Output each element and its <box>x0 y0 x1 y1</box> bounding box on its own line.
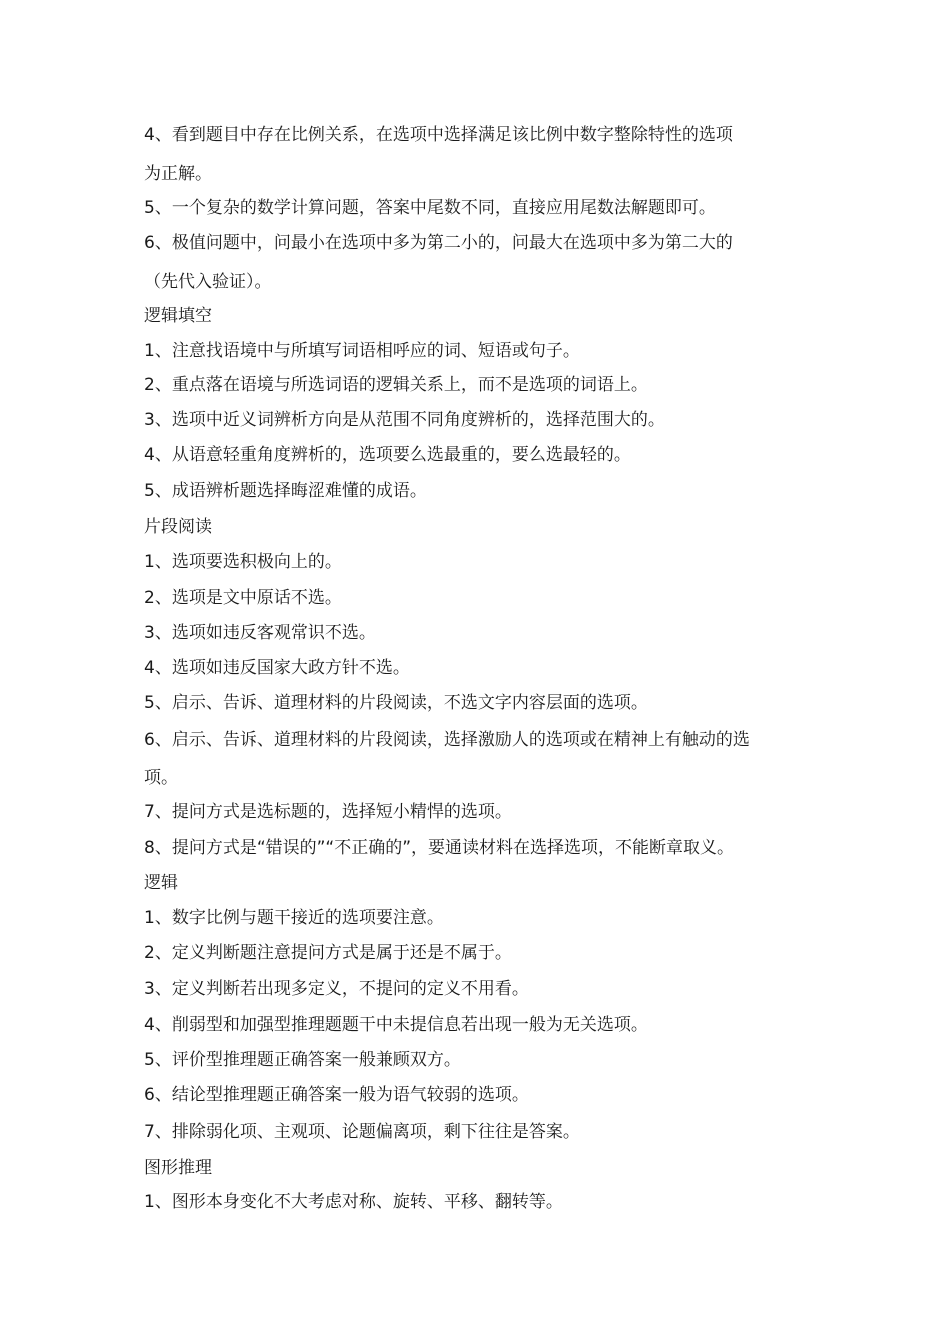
text-line: 6、极值问题中，问最小在选项中多为第二小的，问最大在选项中多为第二大的 <box>144 233 733 253</box>
text-line: 8、提问方式是“错误的”“不正确的”，要通读材料在选择选项，不能断章取义。 <box>144 838 735 858</box>
text-line: 5、成语辨析题选择晦涩难懂的成语。 <box>144 481 427 501</box>
text-line: （先代入验证）。 <box>144 272 272 292</box>
text-line: 3、选项如违反客观常识不选。 <box>144 623 376 643</box>
text-line: 4、从语意轻重角度辨析的，选项要么选最重的，要么选最轻的。 <box>144 445 631 465</box>
text-line: 5、一个复杂的数学计算问题，答案中尾数不同，直接应用尾数法解题即可。 <box>144 198 716 218</box>
section-heading: 片段阅读 <box>144 517 212 537</box>
text-line: 4、削弱型和加强型推理题题干中未提信息若出现一般为无关选项。 <box>144 1015 648 1035</box>
text-line: 4、看到题目中存在比例关系，在选项中选择满足该比例中数字整除特性的选项 <box>144 125 733 145</box>
text-line: 2、重点落在语境与所选词语的逻辑关系上，而不是选项的词语上。 <box>144 375 648 395</box>
text-line: 2、选项是文中原话不选。 <box>144 588 342 608</box>
text-line: 为正解。 <box>144 164 212 184</box>
section-heading: 逻辑填空 <box>144 306 212 326</box>
text-line: 3、定义判断若出现多定义，不提问的定义不用看。 <box>144 979 529 999</box>
text-line: 3、选项中近义词辨析方向是从范围不同角度辨析的，选择范围大的。 <box>144 410 665 430</box>
text-line: 5、启示、告诉、道理材料的片段阅读，不选文字内容层面的选项。 <box>144 693 648 713</box>
text-line: 7、排除弱化项、主观项、论题偏离项，剩下往往是答案。 <box>144 1122 580 1142</box>
text-line: 1、图形本身变化不大考虑对称、旋转、平移、翻转等。 <box>144 1192 563 1212</box>
section-heading: 图形推理 <box>144 1158 212 1178</box>
section-heading: 逻辑 <box>144 873 178 893</box>
text-line: 7、提问方式是选标题的，选择短小精悍的选项。 <box>144 802 512 822</box>
text-line: 1、选项要选积极向上的。 <box>144 552 342 572</box>
text-line: 4、选项如违反国家大政方针不选。 <box>144 658 410 678</box>
text-line: 6、结论型推理题正确答案一般为语气较弱的选项。 <box>144 1085 529 1105</box>
text-line: 1、注意找语境中与所填写词语相呼应的词、短语或句子。 <box>144 341 580 361</box>
text-line: 项。 <box>144 768 178 788</box>
text-line: 5、评价型推理题正确答案一般兼顾双方。 <box>144 1050 461 1070</box>
text-line: 1、数字比例与题干接近的选项要注意。 <box>144 908 444 928</box>
text-line: 2、定义判断题注意提问方式是属于还是不属于。 <box>144 943 512 963</box>
text-line: 6、启示、告诉、道理材料的片段阅读，选择激励人的选项或在精神上有触动的选 <box>144 730 750 750</box>
